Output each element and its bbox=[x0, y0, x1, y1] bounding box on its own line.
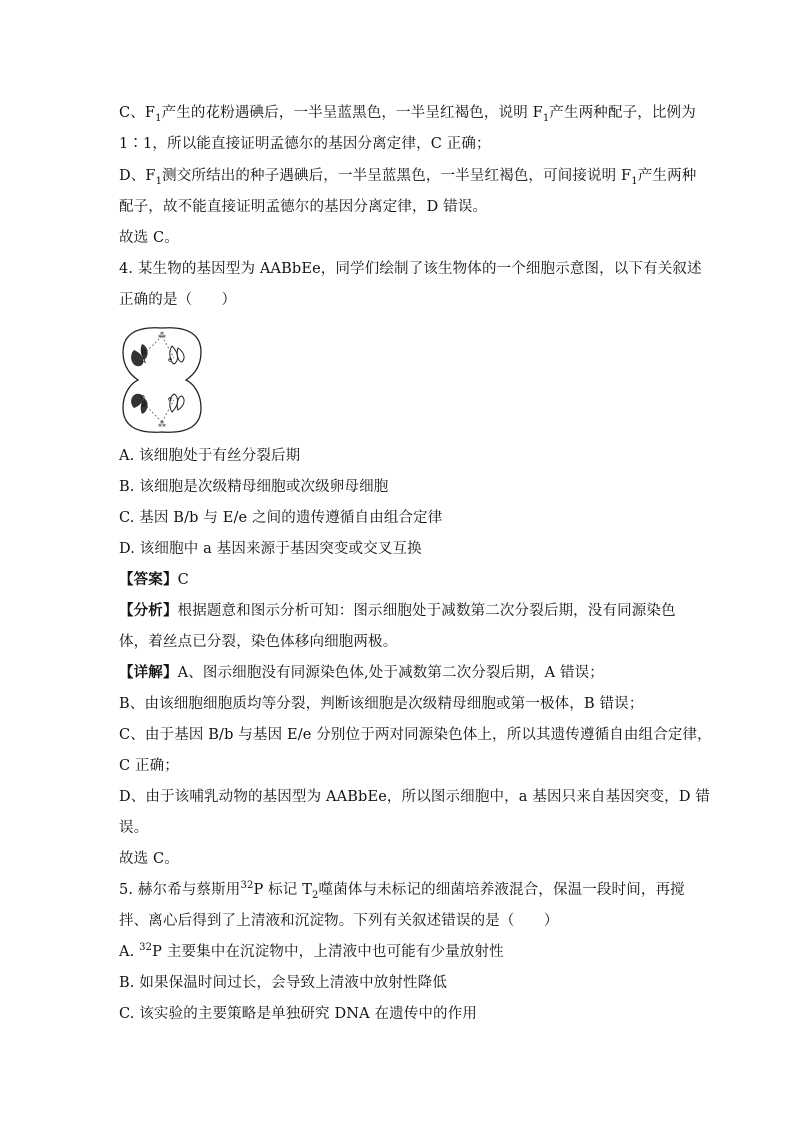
detail-line4: C 正确； bbox=[119, 758, 179, 774]
detail-line5: D、由于该哺乳动物的基因型为 AABbEe，所以图示细胞中，a 基因只来自基因突变，D 错 bbox=[119, 789, 711, 805]
option-4c: C. 基因 B/b 与 E/e 之间的遗传遵循自由组合定律 bbox=[119, 510, 443, 526]
question-5-stem-line2: 拌、离心后得到了上清液和沉淀物。下列有关叙述错误的是（ ） bbox=[119, 913, 559, 929]
option-5b: B. 如果保温时间过长，会导致上清液中放射性降低 bbox=[119, 975, 447, 991]
explanation-c-line2: 1∶1，所以能直接证明孟德尔的基因分离定律，C 正确； bbox=[119, 136, 491, 152]
explanation-d-line2: 配子，故不能直接证明孟德尔的基因分离定律，D 错误。 bbox=[119, 199, 488, 215]
centrosome-top: ⁂ bbox=[158, 331, 166, 340]
explanation-c-line1: C、$F_1$产生的花粉遇碘后，一半呈蓝黑色，一半呈红褐色，说明 $F_1$产生两种配子，比例为 bbox=[119, 105, 696, 124]
detail-label: 【详解】 bbox=[119, 664, 178, 681]
label-lower-a: a bbox=[141, 393, 146, 401]
question-4-stem-line2: 正确的是（ ） bbox=[119, 292, 237, 308]
label-upper-B: B bbox=[141, 349, 147, 357]
conclusion-1: 故选 C。 bbox=[119, 230, 179, 246]
option-5c: C. 该实验的主要策略是单独研究 DNA 在遗传中的作用 bbox=[119, 1006, 477, 1022]
detail-line3: C、由于基因 B/b 与基因 E/e 分别位于两对同源染色体上，所以其遗传遵循自由组合定律， bbox=[119, 727, 712, 743]
answer-label: 【答案】 bbox=[119, 571, 178, 588]
cell-diagram-svg bbox=[120, 324, 204, 436]
analysis-line1: 【分析】根据题意和图示分析可知：图示细胞处于减数第二次分裂后期，没有同源染色 bbox=[119, 602, 676, 619]
label-lower-e: e bbox=[168, 395, 173, 403]
chromosome-lower-light-2 bbox=[177, 396, 184, 410]
label-upper-A: A bbox=[141, 357, 147, 365]
option-4d: D. 该细胞中 a 基因来源于基因突变或交叉互换 bbox=[119, 541, 422, 557]
cell-diagram bbox=[120, 324, 204, 440]
answer-value: C bbox=[177, 572, 189, 588]
answer-line bbox=[119, 570, 189, 590]
centrosome-bottom: ⁂ bbox=[158, 420, 166, 429]
conclusion-2: 故选 C。 bbox=[119, 851, 179, 867]
analysis-label: 【分析】 bbox=[119, 602, 178, 619]
chromosome-upper-light-2 bbox=[177, 348, 184, 362]
option-4b: B. 该细胞是次级精母细胞或次级卵母细胞 bbox=[119, 479, 389, 495]
detail-line1: 【详解】A、图示细胞没有同源染色体,处于减数第二次分裂后期，A 错误； bbox=[119, 664, 604, 681]
question-4-stem-line1: 4. 某生物的基因型为 AABbEe，同学们绘制了该生物体的一个细胞示意图，以下有关叙述 bbox=[119, 261, 702, 277]
cell-membrane bbox=[123, 328, 201, 433]
option-5a: A. $^{32}$P 主要集中在沉淀物中，上清液中也可能有少量放射性 bbox=[119, 942, 504, 960]
label-lower-B: B bbox=[141, 401, 147, 409]
detail-line6: 误。 bbox=[119, 820, 149, 836]
detail-line2: B、由该细胞细胞质均等分裂，判断该细胞是次级精母细胞或第一极体，B 错误； bbox=[119, 696, 644, 712]
question-5-stem-line1: 5. 赫尔希与蔡斯用$^{32}$P 标记 $T_2$噬菌体与未标记的细菌培养液混合，保温一段时间，再搅 bbox=[119, 880, 685, 901]
analysis-line2: 体，着丝点已分裂，染色体移向细胞两极。 bbox=[119, 634, 398, 650]
option-4a: A. 该细胞处于有丝分裂后期 bbox=[119, 448, 301, 464]
label-upper-e: e bbox=[168, 356, 173, 364]
explanation-d-line1: D、$F_1$测交所结出的种子遇碘后，一半呈蓝黑色，一半呈红褐色，可间接说明 $F_1$产生两种 bbox=[119, 168, 697, 187]
